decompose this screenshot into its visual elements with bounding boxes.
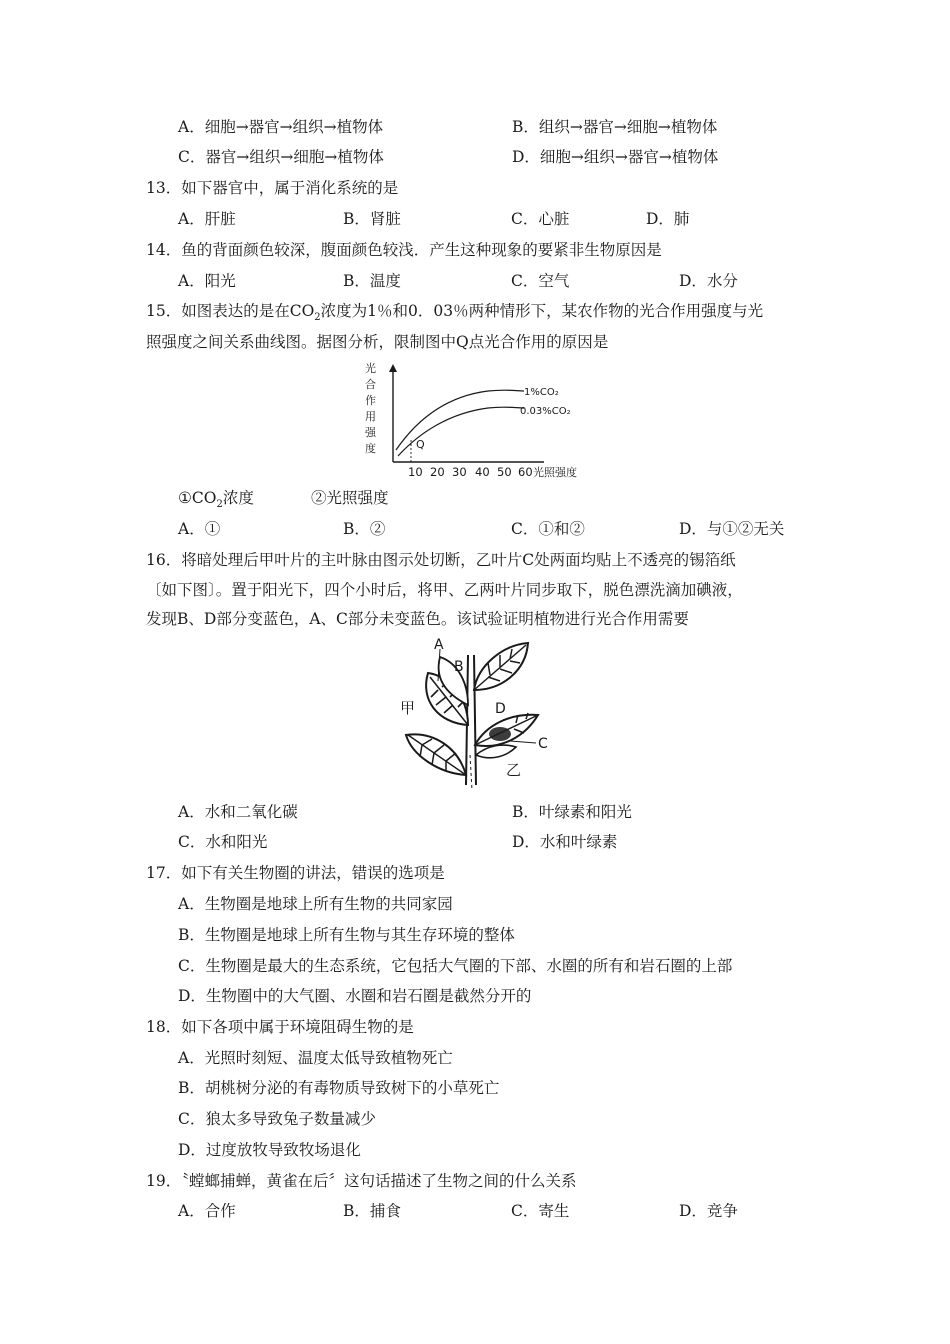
q17-option-d: D．生物圈中的大气圈、水圈和岩石圈是截然分开的	[178, 987, 532, 1005]
x-tick-label: 10	[408, 465, 423, 479]
q12-option-a: A．细胞→器官→组织→植物体	[178, 118, 384, 136]
x-tick-label: 20	[430, 465, 445, 479]
q14-option-d: D．水分	[679, 272, 738, 290]
q18-option-c: C．狼太多导致兔子数量减少	[178, 1110, 376, 1128]
q16-leaf-figure	[398, 635, 568, 795]
label-d: D	[495, 701, 506, 717]
leaf-lower-right	[476, 745, 516, 758]
q16-option-a: A．水和二氧化碳	[178, 803, 298, 821]
q17-option-c: C．生物圈是最大的生态系统，它包括大气圈的下部、水圈的所有和岩石圈的上部	[178, 957, 733, 975]
y-axis-label-char: 合	[365, 378, 376, 391]
x-tick-label: 50	[497, 465, 512, 479]
q19-option-a: A．合作	[178, 1202, 236, 1220]
x-tick-label: 30	[452, 465, 467, 479]
q14-option-b: B．温度	[343, 272, 401, 290]
q15-option-d: D．与①②无关	[679, 520, 785, 538]
y-axis-label-char: 光	[365, 362, 376, 375]
q17-option-b: B．生物圈是地球上所有生物与其生存环境的整体	[178, 926, 515, 944]
q-point-label: Q	[416, 438, 425, 451]
y-axis-arrow	[389, 364, 397, 372]
y-axis-label-char: 作	[365, 394, 376, 407]
q15-factor-1: $①CO_2$浓度	[178, 489, 254, 511]
q15-factor-2: ②光照强度	[311, 489, 389, 507]
q16-stem-line3: 发现B、D部分变蓝色，A、C部分未变蓝色。该试验证明植物进行光合作用需要	[146, 610, 689, 628]
q19-option-c: C．寄生	[511, 1202, 570, 1220]
q17-option-a: A．生物圈是地球上所有生物的共同家园	[178, 895, 453, 913]
q18-option-b: B．胡桃树分泌的有毒物质导致树下的小草死亡	[178, 1079, 500, 1097]
y-axis-label-char: 用	[365, 410, 376, 423]
label-yi: 乙	[506, 761, 522, 779]
q18-stem: 18．如下各项中属于环境阻碍生物的是	[146, 1018, 414, 1036]
series-1pct-label: 1%CO₂	[524, 387, 559, 398]
q14-stem: 14．鱼的背面颜色较深，腹面颜色较浅．产生这种现象的要紧非生物原因是	[146, 241, 662, 259]
x-tick-label: 40	[475, 465, 490, 479]
label-a: A	[434, 637, 444, 653]
q15-option-b: B．②	[343, 520, 386, 538]
x-tick-label: 60	[518, 465, 533, 479]
label-c: C	[538, 736, 548, 752]
q13-option-b: B．肾脏	[343, 210, 401, 228]
q13-option-c: C．心脏	[511, 210, 570, 228]
q16-option-b: B．叶绿素和阳光	[512, 803, 632, 821]
q17-stem: 17．如下有关生物圈的讲法，错误的选项是	[146, 864, 445, 882]
label-jia: 甲	[400, 699, 416, 717]
q15-option-c: C．①和②	[511, 520, 585, 538]
x-axis-label: 光照强度	[533, 466, 577, 479]
q18-option-d: D．过度放牧导致牧场退化	[178, 1141, 361, 1159]
cut-mark	[470, 755, 472, 790]
q16-option-d: D．水和叶绿素	[512, 833, 618, 851]
q19-option-d: D．竞争	[679, 1202, 738, 1220]
q15-stem-line1: 15．如图表达的是在$CO_2$浓度为1％和0．03％两种情形下，某农作物的光合作用强度与光	[146, 302, 764, 324]
q13-option-d: D．肺	[646, 210, 690, 228]
q13-stem: 13．如下器官中，属于消化系统的是	[146, 179, 399, 197]
q14-option-c: C．空气	[511, 272, 570, 290]
q16-option-c: C．水和阳光	[178, 833, 268, 851]
leaf-top-right	[474, 643, 528, 690]
label-b: B	[454, 659, 464, 675]
q12-option-c: C．器官→组织→细胞→植物体	[178, 148, 384, 166]
q19-option-b: B．捕食	[343, 1202, 401, 1220]
q15-stem-line2: 照强度之间关系曲线图。据图分析，限制图中Q点光合作用的原因是	[146, 333, 609, 351]
leaf-yi	[475, 713, 538, 746]
q12-option-b: B．组织→器官→细胞→植物体	[512, 118, 718, 136]
q19-stem: 19．〝螳螂捕蝉，黄雀在后〞这句话描述了生物之间的什么关系	[146, 1172, 577, 1190]
q16-stem-line2: 〔如下图〕。置于阳光下，四个小时后，将甲、乙两叶片同步取下，脱色漂洗滴加碘液，	[146, 581, 743, 599]
foil-patch	[489, 727, 511, 741]
q16-stem-line1: 16．将暗处理后甲叶片的主叶脉由图示处切断，乙叶片C处两面均贴上不透亮的锡箔纸	[146, 551, 736, 569]
leaf-lower-left	[406, 734, 466, 775]
q13-option-a: A．肝脏	[178, 210, 236, 228]
q15-option-a: A．①	[178, 520, 221, 538]
q18-option-a: A．光照时刻短、温度太低导致植物死亡	[178, 1049, 453, 1067]
y-axis-label-char: 度	[365, 442, 376, 455]
q14-option-a: A．阳光	[178, 272, 236, 290]
series-003pct-label: 0.03%CO₂	[520, 406, 571, 417]
q12-option-d: D．细胞→组织→器官→植物体	[512, 148, 719, 166]
q15-chart	[358, 358, 598, 484]
y-axis-label-char: 强	[365, 426, 376, 439]
